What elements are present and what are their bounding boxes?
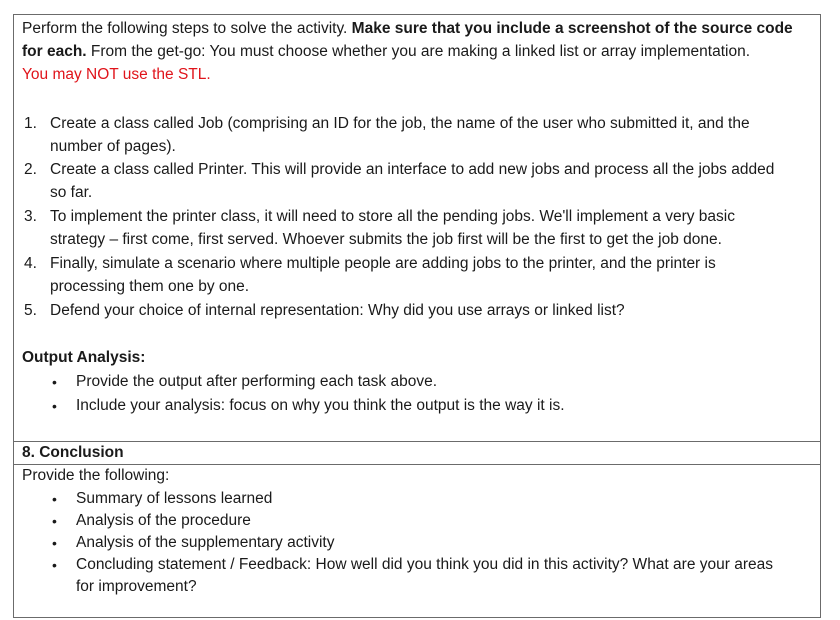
step-number: 3. — [24, 208, 37, 225]
step-number: 4. — [24, 255, 37, 272]
bullet-icon: • — [52, 535, 57, 551]
bullet-icon: • — [52, 513, 57, 529]
conclusion-bullet-text-continued: for improvement? — [76, 578, 197, 595]
step-text: To implement the printer class, it will need to store all the pending jobs. We'll implement a very basic — [50, 208, 735, 225]
conclusion-bullet-text: Analysis of the supplementary activity — [76, 534, 335, 551]
bullet-icon: • — [52, 557, 57, 573]
intro-text-2: From the get-go: You must choose whether you are making a linked list or array implementation. — [86, 43, 750, 60]
conclusion-bullet-text: Summary of lessons learned — [76, 490, 273, 507]
output-bullet-text: Provide the output after performing each task above. — [76, 373, 438, 390]
step-text: Create a class called Job (comprising an ID for the job, the name of the user who submitted it, and the — [50, 115, 750, 132]
step-number: 5. — [24, 302, 37, 319]
output-analysis-heading-text: Output Analysis: — [22, 349, 146, 366]
bullet-icon: • — [52, 374, 57, 390]
intro-line-2 — [22, 42, 750, 62]
intro-line-1 — [22, 19, 793, 39]
step-text: Create a class called Printer. This will provide an interface to add new jobs and process all the jobs added — [50, 161, 775, 178]
output-analysis-heading — [22, 348, 145, 368]
bullet-icon: • — [52, 398, 57, 414]
step-number: 1. — [24, 115, 37, 132]
conclusion-bullet-text: Concluding statement / Feedback: How well did you think you did in this activity? What are your areas — [76, 556, 773, 573]
conclusion-heading — [22, 443, 124, 463]
conclusion-heading-cell — [13, 441, 821, 465]
conclusion-body-cell — [13, 464, 821, 618]
step-text-continued: number of pages). — [50, 138, 176, 155]
conclusion-bullet-text: Analysis of the procedure — [76, 512, 251, 529]
intro-emphasis-2: for each. — [22, 43, 87, 60]
step-text: Defend your choice of internal representation: Why did you use arrays or linked list? — [50, 302, 625, 319]
stl-warning: You may NOT use the STL. — [22, 66, 211, 83]
bullet-icon: • — [52, 491, 57, 507]
conclusion-heading-text: 8. Conclusion — [22, 444, 124, 461]
activity-instructions-cell — [13, 14, 821, 442]
intro-emphasis: Make sure that you include a screenshot of the source code — [351, 20, 793, 37]
step-text-continued: processing them one by one. — [50, 278, 250, 295]
step-text: Finally, simulate a scenario where multiple people are adding jobs to the printer, and the printer is — [50, 255, 716, 272]
step-number: 2. — [24, 161, 37, 178]
conclusion-intro: Provide the following: — [22, 467, 170, 484]
step-text-continued: strategy – first come, first served. Whoever submits the job first will be the first to get the job done. — [50, 231, 722, 248]
output-bullet-text: Include your analysis: focus on why you think the output is the way it is. — [76, 397, 565, 414]
step-text-continued: so far. — [50, 184, 93, 201]
intro-text: Perform the following steps to solve the activity. — [22, 20, 352, 37]
